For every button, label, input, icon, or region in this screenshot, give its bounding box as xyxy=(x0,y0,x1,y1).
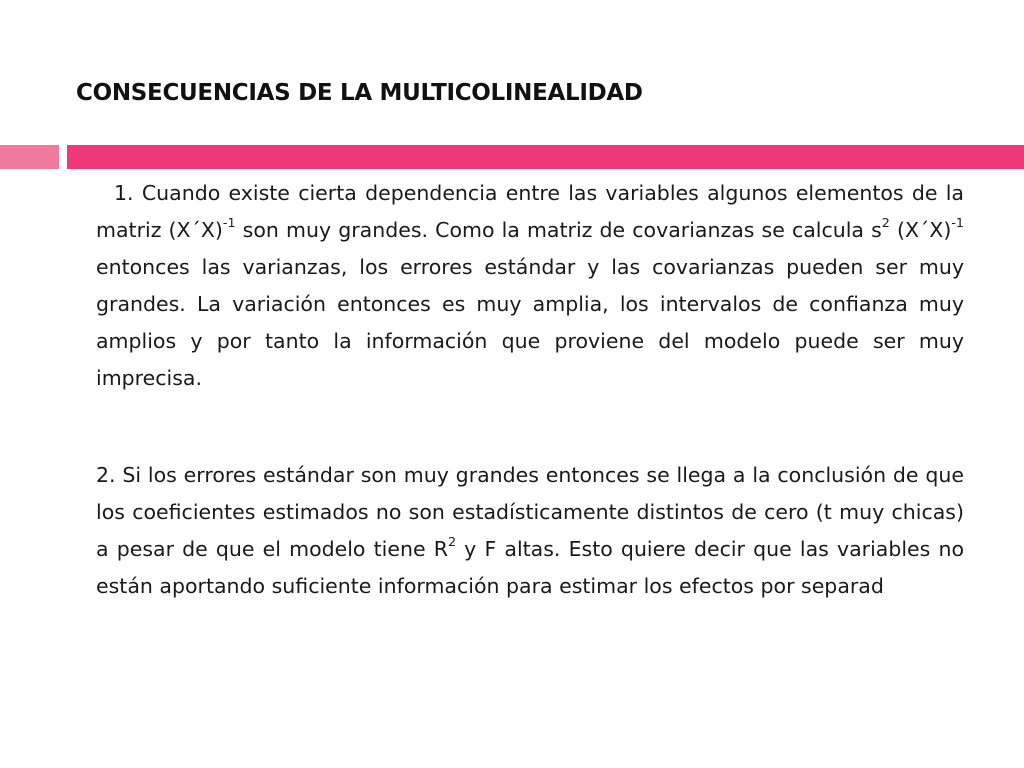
slide-title: CONSECUENCIAS DE LA MULTICOLINEALIDAD xyxy=(76,80,643,106)
superscript: 2 xyxy=(881,215,890,231)
slide-body xyxy=(96,175,964,605)
superscript: -1 xyxy=(951,215,964,231)
text-run: 2. Si los errores estándar son muy grandes entonces se llega a la conclusión de que los coeficientes estimados no son estadísticamente distintos de cero (t muy chicas) a pesar de que el modelo tiene R xyxy=(96,463,964,561)
text-run: (X´X) xyxy=(889,218,952,242)
text-run: y F altas. Esto quiere decir que las variables no están aportando suficiente información para estimar los efectos por separad xyxy=(96,537,965,598)
text-run: son muy grandes. Como la matriz de covarianzas se calcula s xyxy=(235,218,882,242)
accent-bar-right xyxy=(67,145,1024,169)
paragraph-consequence-1 xyxy=(96,175,964,397)
paragraph-consequence-2 xyxy=(96,457,964,605)
superscript: -1 xyxy=(222,215,236,231)
superscript: 2 xyxy=(447,534,457,550)
text-run: entonces las varianzas, los errores estándar y las covarianzas pueden ser muy grandes. La variación entonces es muy amplia, los intervalos de confianza muy amplios y por tanto la información que proviene del modelo puede ser muy imprecisa. xyxy=(96,255,964,390)
accent-bar-left xyxy=(0,145,59,169)
text-run: 1. Cuando existe cierta dependencia entre las variables algunos elementos de la matriz (X´X) xyxy=(96,181,964,242)
